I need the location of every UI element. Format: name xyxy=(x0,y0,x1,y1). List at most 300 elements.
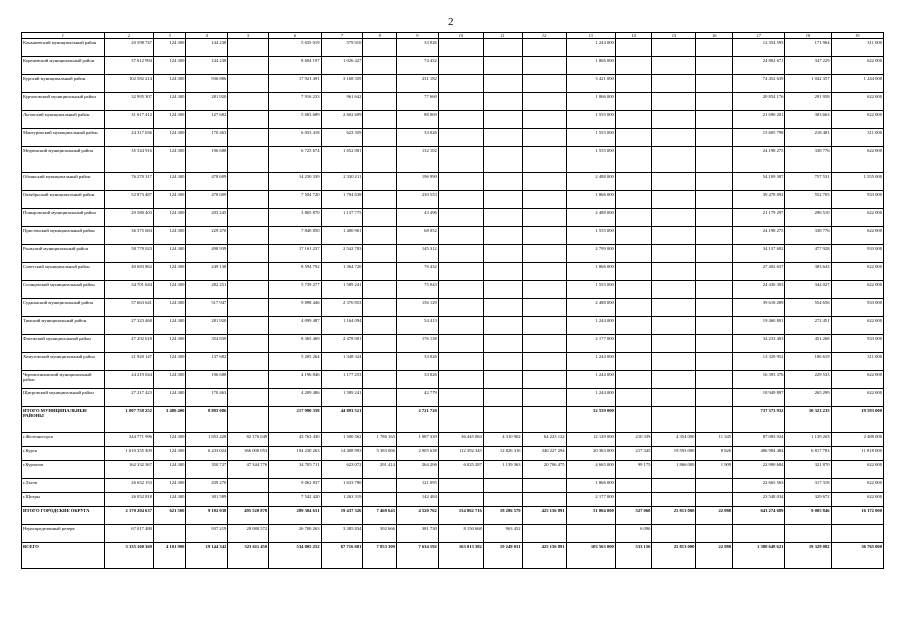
row-label: Фатежский муниципальный район xyxy=(22,335,105,353)
amount-cell xyxy=(438,281,483,299)
amount-cell: 19 593 000 xyxy=(831,407,883,433)
amount-cell: 124 300 xyxy=(153,39,185,57)
amount-cell xyxy=(696,245,733,263)
amount-cell: 12 826 316 xyxy=(483,447,522,461)
amount-cell: 24 430 303 xyxy=(733,281,785,299)
amount-cell: 1 244 000 xyxy=(566,389,615,407)
amount-cell xyxy=(696,493,733,507)
amount-cell xyxy=(652,493,696,507)
table-row xyxy=(22,353,884,371)
amount-cell xyxy=(652,371,696,389)
amount-cell: 350 727 xyxy=(186,461,228,479)
amount-cell: 8 604 197 xyxy=(269,57,321,75)
amount-cell xyxy=(522,263,566,281)
amount-cell xyxy=(483,371,522,389)
amount-cell: 5 383 066 xyxy=(363,447,397,461)
amount-cell xyxy=(483,389,522,407)
amount-cell: 643 274 689 xyxy=(733,507,785,525)
amount-cell xyxy=(483,317,522,335)
table-row xyxy=(22,173,884,191)
amount-cell: 39 618 289 xyxy=(733,299,785,317)
amount-cell: 3 480 400 xyxy=(153,407,185,433)
amount-cell: 552 705 xyxy=(785,191,831,209)
amount-cell: 1 866 000 xyxy=(566,479,615,493)
amount-cell xyxy=(438,317,483,335)
amount-cell xyxy=(363,353,397,371)
amount-cell: 2 330 211 xyxy=(321,173,363,191)
amount-cell: 68 052 xyxy=(396,227,438,245)
amount-cell: 933 000 xyxy=(831,245,883,263)
amount-cell: 102 582 214 xyxy=(104,75,153,93)
amount-cell: 43 763 430 xyxy=(269,433,321,447)
amount-cell xyxy=(696,173,733,191)
table-row xyxy=(22,461,884,479)
table-row xyxy=(22,281,884,299)
amount-cell xyxy=(696,281,733,299)
amount-cell: 329 672 xyxy=(785,493,831,507)
amount-cell: 67 017 480 xyxy=(104,525,153,543)
amount-cell xyxy=(363,479,397,493)
amount-cell: 19 144 342 xyxy=(186,543,228,569)
table-row xyxy=(22,245,884,263)
column-number: 8 xyxy=(363,33,397,39)
row-label: г.Курск xyxy=(22,447,105,461)
amount-cell: 1 097 758 252 xyxy=(104,407,153,433)
row-label: Октябрьский муниципальный район xyxy=(22,191,105,209)
amount-cell xyxy=(696,335,733,353)
amount-cell: 2 602 609 xyxy=(321,111,363,129)
amount-cell: 36 445 084 xyxy=(438,433,483,447)
amount-cell: 22 990 684 xyxy=(733,461,785,479)
amount-cell xyxy=(615,209,652,227)
amount-cell: 35 544 916 xyxy=(104,147,153,173)
amount-cell xyxy=(363,173,397,191)
amount-cell xyxy=(483,57,522,75)
amount-cell xyxy=(228,493,269,507)
amount-cell: 51 004 000 xyxy=(566,507,615,525)
amount-cell: 6 025 287 xyxy=(438,461,483,479)
amount-cell xyxy=(228,173,269,191)
amount-cell xyxy=(228,39,269,57)
amount-cell xyxy=(615,353,652,371)
amount-cell: 10 323 235 xyxy=(785,407,831,433)
amount-cell xyxy=(228,245,269,263)
amount-cell: 282 251 xyxy=(186,281,228,299)
amount-cell xyxy=(652,263,696,281)
amount-cell: 303 663 xyxy=(785,111,831,129)
amount-cell xyxy=(652,389,696,407)
amount-cell: 1 177 253 xyxy=(321,371,363,389)
amount-cell: 1 866 000 xyxy=(566,57,615,75)
amount-cell: 1 244 000 xyxy=(566,39,615,57)
row-label: Рыльский муниципальный район xyxy=(22,245,105,263)
amount-cell xyxy=(438,191,483,209)
amount-cell xyxy=(483,191,522,209)
amount-cell: 937 219 xyxy=(186,525,228,543)
row-label: Кореневский муниципальный район xyxy=(22,57,105,75)
amount-cell: 7 634 192 xyxy=(396,543,438,569)
amount-cell: 2 488 000 xyxy=(831,433,883,447)
amount-cell xyxy=(615,317,652,335)
amount-cell xyxy=(228,371,269,389)
amount-cell: 1 866 000 xyxy=(566,263,615,281)
amount-cell: 7 853 309 xyxy=(363,543,397,569)
amount-cell: 961 642 xyxy=(321,93,363,111)
amount-cell: 354 839 xyxy=(186,335,228,353)
amount-cell xyxy=(652,93,696,111)
amount-cell: 1 400 961 xyxy=(321,227,363,245)
amount-cell: 933 000 xyxy=(831,335,883,353)
table-row xyxy=(22,93,884,111)
total-row xyxy=(22,507,884,525)
amount-cell: 36 765 000 xyxy=(831,543,883,569)
amount-cell xyxy=(363,191,397,209)
amount-cell: 1 364 720 xyxy=(321,263,363,281)
total-row xyxy=(22,543,884,569)
amount-cell xyxy=(615,75,652,93)
amount-cell: 24 198 275 xyxy=(733,227,785,245)
amount-cell xyxy=(615,263,652,281)
amount-cell: 124 300 xyxy=(153,447,185,461)
amount-cell xyxy=(615,191,652,209)
amount-cell: 264 206 xyxy=(396,461,438,479)
amount-cell: 22 665 563 xyxy=(733,479,785,493)
column-number: 9 xyxy=(396,33,438,39)
amount-cell xyxy=(615,371,652,389)
amount-cell xyxy=(438,479,483,493)
amount-cell: 12 129 000 xyxy=(566,433,615,447)
amount-cell: 82 176 049 xyxy=(228,433,269,447)
amount-cell xyxy=(228,263,269,281)
amount-cell: 28 080 572 xyxy=(228,525,269,543)
amount-cell xyxy=(522,281,566,299)
amount-cell: 11 818 000 xyxy=(831,447,883,461)
amount-cell: 23 548 034 xyxy=(733,493,785,507)
amount-cell xyxy=(483,209,522,227)
amount-cell: 132 102 xyxy=(396,147,438,173)
amount-cell: 4 520 762 xyxy=(396,507,438,525)
amount-cell: 439 270 xyxy=(186,479,228,493)
amount-cell: 39 478 092 xyxy=(733,191,785,209)
total-row xyxy=(22,407,884,433)
amount-cell xyxy=(615,147,652,173)
amount-cell xyxy=(483,227,522,245)
amount-cell xyxy=(696,227,733,245)
amount-cell: 1 555 000 xyxy=(831,173,883,191)
amount-cell: 171 964 xyxy=(785,39,831,57)
amount-cell xyxy=(831,525,883,543)
amount-cell: 217 345 xyxy=(615,447,652,461)
amount-cell xyxy=(696,371,733,389)
amount-cell: 2 170 204 637 xyxy=(104,507,153,525)
row-label: г.Курчатов xyxy=(22,461,105,479)
amount-cell: 478 609 xyxy=(186,191,228,209)
amount-cell: 9 005 846 xyxy=(785,507,831,525)
amount-cell: 1 704 638 xyxy=(321,191,363,209)
amount-cell: 21 690 201 xyxy=(733,111,785,129)
amount-cell xyxy=(615,93,652,111)
column-number: 17 xyxy=(733,33,785,39)
amount-cell xyxy=(696,263,733,281)
amount-cell: 1 026 427 xyxy=(321,57,363,75)
amount-cell: 121 095 xyxy=(396,479,438,493)
amount-cell: 963 452 xyxy=(483,525,522,543)
row-label: Конышевский муниципальный район xyxy=(22,39,105,57)
amount-cell: 1 555 000 xyxy=(566,281,615,299)
amount-cell xyxy=(522,335,566,353)
amount-cell: 757 531 xyxy=(785,173,831,191)
amount-cell: 17 921 491 xyxy=(269,75,321,93)
amount-cell xyxy=(652,479,696,493)
amount-cell: 3 168 359 xyxy=(321,75,363,93)
amount-cell: 340 227 294 xyxy=(522,447,566,461)
amount-cell xyxy=(696,111,733,129)
column-number: 14 xyxy=(615,33,652,39)
amount-cell xyxy=(522,407,566,433)
amount-cell xyxy=(615,389,652,407)
amount-cell xyxy=(652,209,696,227)
amount-cell: 27 323 468 xyxy=(104,317,153,335)
amount-cell: 210 339 xyxy=(615,433,652,447)
amount-cell: 344 771 996 xyxy=(104,433,153,447)
amount-cell xyxy=(228,209,269,227)
amount-cell xyxy=(696,353,733,371)
amount-cell: 1 164 094 xyxy=(321,317,363,335)
amount-cell: 24 317 036 xyxy=(104,129,153,147)
amount-cell xyxy=(483,479,522,493)
amount-cell: 622 000 xyxy=(831,57,883,75)
amount-cell xyxy=(483,111,522,129)
column-number: 11 xyxy=(483,33,522,39)
amount-cell: 7 504 720 xyxy=(269,191,321,209)
row-label: Поныровский муниципальный район xyxy=(22,209,105,227)
amount-cell: 2 376 853 xyxy=(321,299,363,317)
amount-cell: 527 060 xyxy=(615,507,652,525)
amount-cell xyxy=(522,111,566,129)
amount-cell xyxy=(652,227,696,245)
amount-cell: 6 053 418 xyxy=(269,129,321,147)
row-label: Солнцевский муниципальный район xyxy=(22,281,105,299)
column-number: 3 xyxy=(153,33,185,39)
amount-cell: 112 392 345 xyxy=(438,447,483,461)
amount-cell: 40 683 862 xyxy=(104,263,153,281)
amount-cell xyxy=(696,525,733,543)
amount-cell xyxy=(522,57,566,75)
amount-cell: 25 813 000 xyxy=(652,507,696,525)
amount-cell: 5 205 264 xyxy=(269,353,321,371)
amount-cell: 737 373 932 xyxy=(733,407,785,433)
amount-cell: 124 300 xyxy=(153,111,185,129)
amount-cell xyxy=(696,147,733,173)
amount-cell xyxy=(363,371,397,389)
column-number: 18 xyxy=(785,33,831,39)
amount-cell xyxy=(363,209,397,227)
amount-cell xyxy=(363,317,397,335)
amount-cell: 8 594 792 xyxy=(269,263,321,281)
amount-cell: 338 776 xyxy=(785,147,831,173)
amount-cell: 8 365 469 xyxy=(269,335,321,353)
amount-cell: 16 393 376 xyxy=(733,371,785,389)
amount-cell xyxy=(228,479,269,493)
amount-cell: 4 665 000 xyxy=(566,461,615,479)
amount-cell: 137 682 xyxy=(186,353,228,371)
amount-cell: 5 739 277 xyxy=(269,281,321,299)
amount-cell: 186 619 xyxy=(785,353,831,371)
amount-cell: 1 555 000 xyxy=(566,227,615,245)
amount-cell xyxy=(652,173,696,191)
amount-cell: 124 300 xyxy=(153,433,185,447)
amount-cell xyxy=(522,245,566,263)
row-label: Суджанский муниципальный район xyxy=(22,299,105,317)
amount-cell: 8 150 668 xyxy=(438,525,483,543)
amount-cell: 19 593 000 xyxy=(652,447,696,461)
amount-cell: 218 481 xyxy=(785,129,831,147)
amount-cell xyxy=(615,39,652,57)
amount-cell: 622 000 xyxy=(831,209,883,227)
amount-cell xyxy=(483,281,522,299)
amount-cell xyxy=(363,389,397,407)
table-row xyxy=(22,447,884,461)
amount-cell xyxy=(615,111,652,129)
amount-cell: 19 437 326 xyxy=(321,507,363,525)
row-label: г.Щигры xyxy=(22,493,105,507)
amount-cell: 2 488 000 xyxy=(566,299,615,317)
amount-cell xyxy=(228,147,269,173)
amount-cell: 311 000 xyxy=(831,353,883,371)
amount-cell: 14 408 993 xyxy=(321,447,363,461)
amount-cell: 1 244 000 xyxy=(566,317,615,335)
amount-cell: 317 318 xyxy=(785,479,831,493)
amount-cell: 74 432 xyxy=(396,57,438,75)
amount-cell: 1 853 428 xyxy=(186,433,228,447)
amount-cell: 124 300 xyxy=(153,75,185,93)
amount-cell: 33 026 xyxy=(396,129,438,147)
amount-cell: 517 947 xyxy=(186,299,228,317)
amount-cell: 2 478 001 xyxy=(321,335,363,353)
amount-cell: 347 229 xyxy=(785,57,831,75)
amount-cell: 196 990 xyxy=(396,173,438,191)
amount-cell: 176 138 xyxy=(396,335,438,353)
amount-cell xyxy=(522,227,566,245)
amount-cell xyxy=(228,317,269,335)
amount-cell: 1 555 000 xyxy=(566,147,615,173)
amount-cell xyxy=(228,281,269,299)
amount-cell: 21 179 297 xyxy=(733,209,785,227)
amount-cell xyxy=(438,335,483,353)
amount-cell: 229 470 xyxy=(186,227,228,245)
budget-allocation-table xyxy=(21,32,884,569)
amount-cell: 1 633 780 xyxy=(321,479,363,493)
amount-cell: 478 609 xyxy=(186,173,228,191)
amount-cell: 933 000 xyxy=(831,191,883,209)
amount-cell: 1 139 203 xyxy=(785,433,831,447)
amount-cell xyxy=(696,191,733,209)
amount-cell: 26 052 818 xyxy=(104,493,153,507)
amount-cell: 1 610 355 309 xyxy=(104,447,153,461)
amount-cell xyxy=(438,263,483,281)
row-label: Советский муниципальный район xyxy=(22,263,105,281)
amount-cell: 5 063 689 xyxy=(269,111,321,129)
amount-cell: 1 866 000 xyxy=(566,93,615,111)
amount-cell: 4 310 902 xyxy=(483,433,522,447)
table-row xyxy=(22,433,884,447)
amount-cell: 19 249 031 xyxy=(483,543,522,569)
amount-cell: 124 300 xyxy=(153,389,185,407)
amount-cell: 8 826 xyxy=(696,447,733,461)
amount-cell: 342 027 xyxy=(785,281,831,299)
amount-cell xyxy=(483,335,522,353)
amount-cell: 20 363 000 xyxy=(566,447,615,461)
amount-cell: 124 300 xyxy=(153,129,185,147)
amount-cell xyxy=(363,111,397,129)
amount-cell: 26 652 153 xyxy=(104,479,153,493)
amount-cell: 124 300 xyxy=(153,493,185,507)
amount-cell: 22 080 xyxy=(696,543,733,569)
amount-cell: 52 873 487 xyxy=(104,191,153,209)
amount-cell: 4 209 486 xyxy=(269,389,321,407)
amount-cell: 47 344 776 xyxy=(228,461,269,479)
amount-cell xyxy=(363,93,397,111)
row-label: ИТОГО МУНИЦИПАЛЬНЫЕ РАЙОНЫ xyxy=(22,407,105,433)
amount-cell: 144 238 xyxy=(186,57,228,75)
table-row xyxy=(22,479,884,493)
amount-cell xyxy=(785,525,831,543)
amount-cell xyxy=(363,75,397,93)
amount-cell: 194 230 263 xyxy=(269,447,321,461)
amount-cell: 622 000 xyxy=(831,147,883,173)
amount-cell xyxy=(696,407,733,433)
amount-cell xyxy=(615,407,652,433)
table-row xyxy=(22,227,884,245)
amount-cell: 622 000 xyxy=(831,479,883,493)
amount-cell xyxy=(696,129,733,147)
amount-cell: 27 402 637 xyxy=(733,263,785,281)
row-label: Пристенский муниципальный район xyxy=(22,227,105,245)
amount-cell: 124 300 xyxy=(153,209,185,227)
amount-cell xyxy=(228,75,269,93)
column-number: 13 xyxy=(566,33,615,39)
amount-cell xyxy=(522,93,566,111)
amount-cell xyxy=(615,281,652,299)
amount-cell xyxy=(483,93,522,111)
amount-cell xyxy=(696,209,733,227)
amount-cell: 425 156 891 xyxy=(522,543,566,569)
amount-cell: 272 451 xyxy=(785,317,831,335)
amount-cell: 31 617 412 xyxy=(104,111,153,129)
amount-cell xyxy=(652,407,696,433)
amount-cell: 32 233 403 xyxy=(733,335,785,353)
amount-cell xyxy=(696,39,733,57)
amount-cell xyxy=(652,129,696,147)
amount-cell: 301 589 xyxy=(186,493,228,507)
amount-cell: 321 870 xyxy=(785,461,831,479)
column-number: 10 xyxy=(438,33,483,39)
amount-cell: 54 109 387 xyxy=(733,173,785,191)
amount-cell: 67 716 681 xyxy=(321,543,363,569)
amount-cell: 265 299 xyxy=(785,389,831,407)
amount-cell: 52 559 000 xyxy=(566,407,615,433)
amount-cell: 76 270 317 xyxy=(104,173,153,191)
row-label: Мантуровский муниципальный район xyxy=(22,129,105,147)
amount-cell: 366 000 053 xyxy=(228,447,269,461)
amount-cell xyxy=(363,335,397,353)
amount-cell xyxy=(483,129,522,147)
amount-cell: 1 652 001 xyxy=(321,147,363,173)
amount-cell: 34 137 682 xyxy=(733,245,785,263)
amount-cell: 103 563 000 xyxy=(566,543,615,569)
amount-cell: 37 612 994 xyxy=(104,57,153,75)
amount-cell xyxy=(483,147,522,173)
